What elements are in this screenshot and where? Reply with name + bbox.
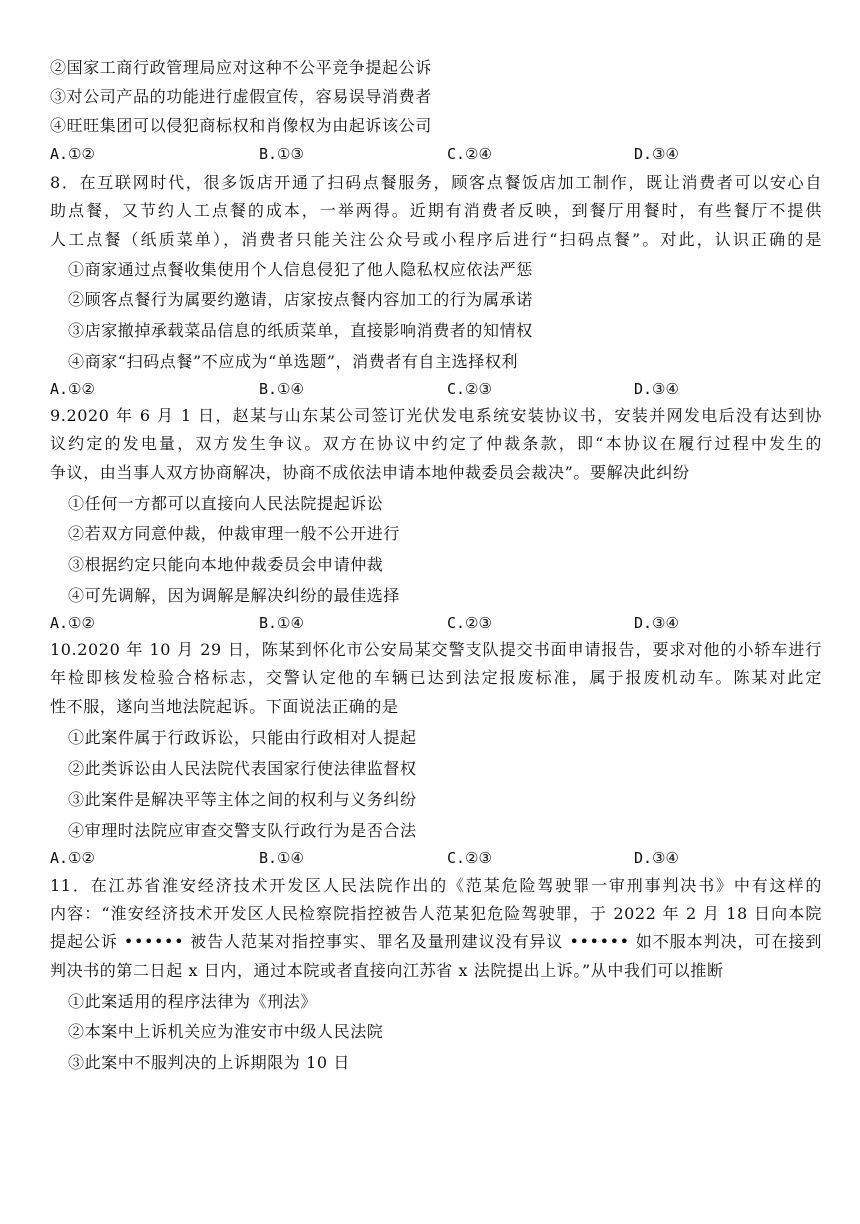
q8-option-a: A.①② bbox=[50, 380, 95, 398]
q10-stem-line-2: 年检即核发检验合格标志，交警认定他的车辆已达到法定报废标准，属于报废机动车。陈某对此定 bbox=[50, 668, 822, 687]
q10-options bbox=[50, 847, 830, 869]
q10-option-d: D.③④ bbox=[634, 849, 679, 867]
q10-item-4: ④审理时法院应审查交警支队行政行为是否合法 bbox=[68, 821, 417, 840]
q8-option-b: B.①④ bbox=[259, 380, 304, 398]
q8-option-d: D.③④ bbox=[634, 380, 679, 398]
q11-stem-line-2: 内容：“淮安经济技术开发区人民检察院指控被告人范某犯危险驾驶罪，于 2022 年 2 月 18 日向本院 bbox=[50, 904, 822, 923]
q9-option-b: B.①④ bbox=[259, 614, 304, 632]
q9-stem-line-3: 争议，由当事人双方协商解决，协商不成依法申请本地仲裁委员会裁决”。要解决此纠纷 bbox=[50, 463, 690, 482]
q8-item-2: ②顾客点餐行为属要约邀请，店家按点餐内容加工的行为属承诺 bbox=[68, 290, 533, 309]
q7-item-2: ②国家工商行政管理局应对这种不公平竞争提起公诉 bbox=[50, 58, 432, 77]
q7-option-a: A.①② bbox=[50, 145, 95, 163]
q9-option-a: A.①② bbox=[50, 614, 95, 632]
q8-item-3: ③店家撤掉承载菜品信息的纸质菜单，直接影响消费者的知情权 bbox=[68, 321, 533, 340]
q9-item-1: ①任何一方都可以直接向人民法院提起诉讼 bbox=[68, 494, 384, 513]
q9-item-2: ②若双方同意仲裁，仲裁审理一般不公开进行 bbox=[68, 524, 401, 543]
q10-stem-line-1: 10.2020 年 10 月 29 日，陈某到怀化市公安局某交警支队提交书面申请报告，要求对他的小轿车进行 bbox=[50, 640, 822, 659]
q9-item-4: ④可先调解，因为调解是解决纠纷的最佳选择 bbox=[68, 586, 401, 605]
q11-stem-line-4: 判决书的第二日起 x 日内，通过本院或者直接向江苏省 x 法院提出上诉。”从中我们可以推断 bbox=[50, 961, 724, 980]
q10-option-b: B.①④ bbox=[259, 849, 304, 867]
q8-option-c: C.②③ bbox=[447, 380, 492, 398]
q7-item-4: ④旺旺集团可以侵犯商标权和肖像权为由起诉该公司 bbox=[50, 116, 432, 135]
q11-item-2: ②本案中上诉机关应为淮安市中级人民法院 bbox=[68, 1022, 384, 1041]
q8-item-1: ①商家通过点餐收集使用个人信息侵犯了他人隐私权应依法严惩 bbox=[68, 260, 533, 279]
q10-stem-line-3: 性不服，遂向当地法院起诉。下面说法正确的是 bbox=[50, 697, 399, 716]
q9-item-3: ③根据约定只能向本地仲裁委员会申请仲裁 bbox=[68, 555, 384, 574]
q8-options bbox=[50, 378, 830, 400]
q10-item-1: ①此案件属于行政诉讼，只能由行政相对人提起 bbox=[68, 728, 417, 747]
q7-option-b: B.①③ bbox=[259, 145, 304, 163]
q9-options bbox=[50, 612, 830, 634]
q7-option-d: D.③④ bbox=[634, 145, 679, 163]
q8-item-4: ④商家“扫码点餐”不应成为“单选题”，消费者有自主选择权利 bbox=[68, 352, 519, 371]
q11-item-3: ③此案中不服判决的上诉期限为 10 日 bbox=[68, 1053, 350, 1072]
q9-option-d: D.③④ bbox=[634, 614, 679, 632]
q8-stem-line-1: 8．在互联网时代，很多饭店开通了扫码点餐服务，顾客点餐饭店加工制作，既让消费者可以安心自 bbox=[50, 173, 822, 192]
q10-option-a: A.①② bbox=[50, 849, 95, 867]
q11-item-1: ①此案适用的程序法律为《刑法》 bbox=[68, 992, 318, 1011]
q9-option-c: C.②③ bbox=[447, 614, 492, 632]
q10-item-3: ③此案件是解决平等主体之间的权利与义务纠纷 bbox=[68, 790, 417, 809]
q11-stem-line-3: 提起公诉 •••••• 被告人范某对指控事实、罪名及量刑建议没有异议 •••••• 如不服本判决，可在接到 bbox=[50, 932, 822, 951]
q11-stem-line-1: 11．在江苏省淮安经济技术开发区人民法院作出的《范某危险驾驶罪一审刑事判决书》中有这样的 bbox=[50, 876, 822, 895]
q7-options bbox=[50, 143, 830, 165]
q9-stem-line-2: 议约定的发电量，双方发生争议。双方在协议中约定了仲裁条款，即“本协议在履行过程中发生的 bbox=[50, 434, 822, 453]
q10-item-2: ②此类诉讼由人民法院代表国家行使法律监督权 bbox=[68, 759, 417, 778]
q8-stem-line-2: 助点餐，又节约人工点餐的成本，一举两得。近期有消费者反映，到餐厅用餐时，有些餐厅不提供 bbox=[50, 201, 822, 220]
q8-stem-line-3: 人工点餐（纸质菜单），消费者只能关注公众号或小程序后进行“扫码点餐”。对此，认识正确的是 bbox=[50, 230, 822, 249]
q9-stem-line-1: 9.2020 年 6 月 1 日，赵某与山东某公司签订光伏发电系统安装协议书，安装并网发电后没有达到协 bbox=[50, 406, 822, 425]
q10-option-c: C.②③ bbox=[447, 849, 492, 867]
q7-option-c: C.②④ bbox=[447, 145, 492, 163]
q7-item-3: ③对公司产品的功能进行虚假宣传，容易误导消费者 bbox=[50, 87, 432, 106]
